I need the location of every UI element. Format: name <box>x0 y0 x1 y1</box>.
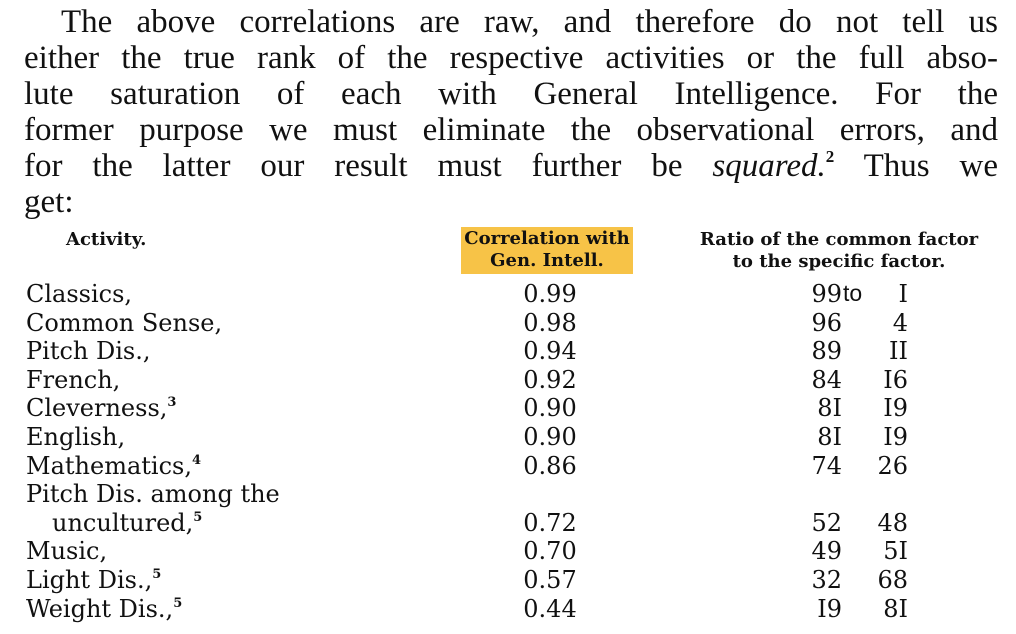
table-row <box>0 566 1016 595</box>
correlation-cell: 0.94 <box>523 337 577 366</box>
highlight <box>461 227 633 274</box>
common-factor-cell: 99 <box>811 280 842 308</box>
correlation-cell: 0.99 <box>523 280 577 308</box>
activity-cell <box>26 337 151 365</box>
activity-cell <box>26 394 176 422</box>
table-row <box>0 423 1016 452</box>
footnote-marker: 4 <box>191 452 202 468</box>
table-body <box>0 280 1016 623</box>
common-factor-cell: 8I <box>817 422 842 451</box>
activity-cell <box>26 280 132 308</box>
specific-factor-cell: 26 <box>877 451 908 480</box>
table-row <box>0 337 1016 366</box>
activity-name: Cleverness, <box>26 394 168 423</box>
specific-factor-cell: 68 <box>877 565 908 594</box>
column-header-ratio <box>680 229 998 273</box>
paragraph-line: The above correlations are raw, and therefore do not tell us <box>61 4 998 40</box>
activity-name: uncultured, <box>52 508 194 537</box>
specific-factor-cell: 4 <box>892 308 908 337</box>
table-row <box>0 537 1016 566</box>
activity-name: Common Sense, <box>26 308 223 337</box>
common-factor-cell: 32 <box>811 565 842 594</box>
specific-factor-cell: 8I <box>883 594 908 623</box>
specific-factor-cell: I9 <box>883 422 908 451</box>
table-row <box>0 509 1016 538</box>
correlation-cell: 0.70 <box>523 537 577 566</box>
activity-name: English, <box>26 422 126 451</box>
paragraph-line: get: <box>24 184 74 220</box>
table-row <box>0 480 1016 509</box>
header-line: to the specific factor. <box>732 251 946 272</box>
column-header-correlation <box>451 227 643 274</box>
activity-cell <box>26 537 107 565</box>
common-factor-cell: 8I <box>817 394 842 423</box>
specific-factor-cell: II <box>889 337 908 366</box>
header-line: Gen. Intell. <box>490 250 604 271</box>
correlation-cell: 0.90 <box>523 422 577 451</box>
activity-cell <box>26 480 280 508</box>
header-line: Ratio of the common factor <box>699 229 979 250</box>
common-factor-cell: 89 <box>811 337 842 366</box>
paragraph-text: Thus we <box>834 148 998 184</box>
common-factor-cell: 74 <box>811 451 842 480</box>
footnote-marker: 5 <box>152 566 162 582</box>
footnote-marker: 5 <box>193 509 203 525</box>
correlation-cell: 0.92 <box>523 365 577 394</box>
specific-factor-cell: I <box>898 280 908 308</box>
body-paragraph <box>24 4 998 220</box>
common-factor-cell: 52 <box>811 508 842 537</box>
table-row <box>0 452 1016 481</box>
table-row <box>0 595 1016 624</box>
common-factor-cell: 84 <box>811 365 842 394</box>
table-row <box>0 280 1016 309</box>
ratio-joiner: to <box>843 280 863 306</box>
correlation-cell: 0.72 <box>523 508 577 537</box>
emphasis-text: squared. <box>712 148 826 184</box>
common-factor-cell: 49 <box>811 537 842 566</box>
footnote-marker: 5 <box>173 595 183 611</box>
activity-name: Mathematics, <box>26 451 192 480</box>
activity-cell <box>26 566 161 594</box>
correlation-cell: 0.90 <box>523 394 577 423</box>
paragraph-line <box>24 148 998 184</box>
table-row <box>0 309 1016 338</box>
activity-cell <box>26 309 222 337</box>
paragraph-text: for the latter our result must further be <box>24 148 713 184</box>
common-factor-cell: 96 <box>811 308 842 337</box>
activity-cell <box>52 509 202 537</box>
table-row <box>0 366 1016 395</box>
specific-factor-cell: 48 <box>877 508 908 537</box>
common-factor-cell: I9 <box>817 594 842 623</box>
footnote-marker: 3 <box>167 395 177 411</box>
footnote-marker: 2 <box>825 147 835 166</box>
column-header-activity: Activity. <box>66 229 147 250</box>
correlation-cell: 0.44 <box>523 594 577 623</box>
specific-factor-cell: I9 <box>883 394 908 423</box>
specific-factor-cell: I6 <box>883 365 908 394</box>
activity-name: French, <box>26 365 121 394</box>
activity-name: Pitch Dis., <box>26 337 151 366</box>
activity-name: Pitch Dis. among the <box>26 480 280 509</box>
correlation-cell: 0.57 <box>523 565 577 594</box>
activity-cell <box>26 595 182 623</box>
correlation-cell: 0.98 <box>523 308 577 337</box>
correlation-cell: 0.86 <box>523 451 577 480</box>
activity-name: Classics, <box>26 280 133 308</box>
activity-name: Music, <box>26 537 108 566</box>
specific-factor-cell: 5I <box>883 537 908 566</box>
paragraph-line: either the true rank of the respective activities or the full abso- <box>24 40 998 76</box>
activity-cell <box>26 366 120 394</box>
table-row <box>0 394 1016 423</box>
activity-cell <box>26 452 201 480</box>
activity-name: Weight Dis., <box>26 594 174 623</box>
activity-name: Light Dis., <box>26 565 153 594</box>
paragraph-line: former purpose we must eliminate the observational errors, and <box>24 112 998 148</box>
paragraph-line: lute saturation of each with General Intelligence. For the <box>24 76 998 112</box>
activity-cell <box>26 423 125 451</box>
header-line: Correlation with <box>464 228 630 249</box>
